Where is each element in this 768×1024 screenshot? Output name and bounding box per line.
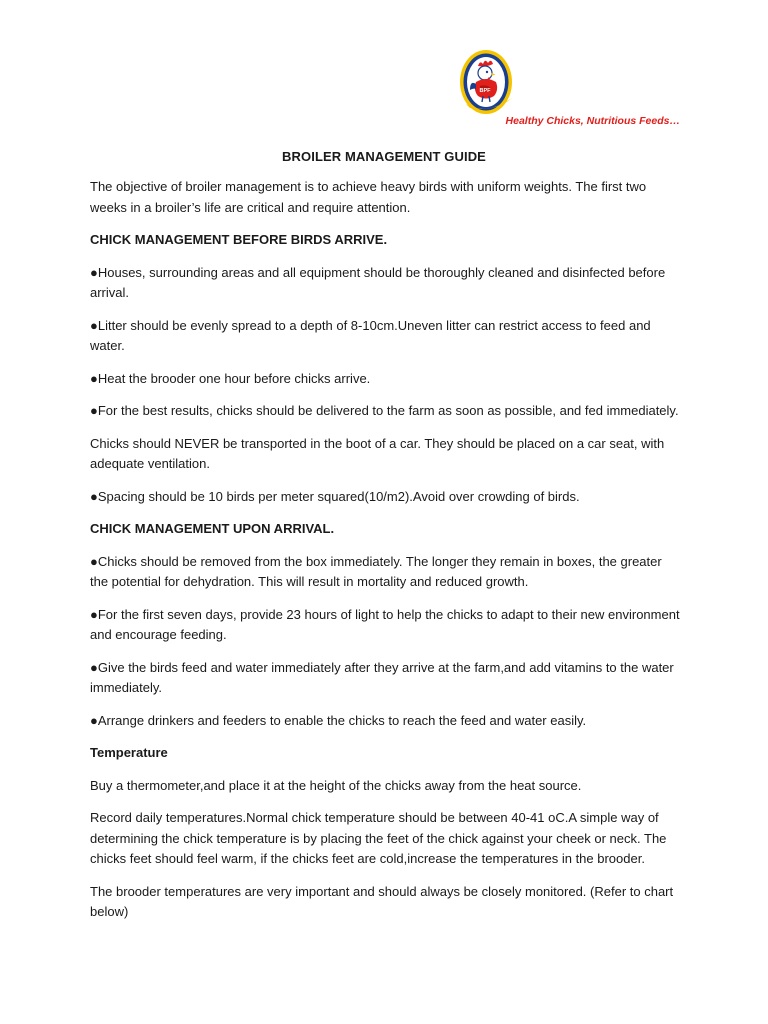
- logo-lettering: BPF: [479, 88, 491, 94]
- body-paragraph: Buy a thermometer,and place it at the height of the chicks away from the heat source.: [90, 777, 582, 793]
- bullet-item: ●For the best results, chicks should be delivered to the farm as soon as possible, and fed immediately.: [90, 403, 679, 418]
- document-body: [90, 177, 680, 935]
- bullet-item: ●Arrange drinkers and feeders to enable the chicks to reach the feed and water easily.: [90, 712, 587, 728]
- section-heading-temperature: Temperature: [90, 745, 168, 760]
- section-heading-upon-arrival: CHICK MANAGEMENT UPON ARRIVAL.: [90, 521, 335, 536]
- bullet-item: ●For the first seven days, provide 23 hours of light to help the chicks to adapt to their new environment and encourage feeding.: [90, 606, 680, 642]
- bullet-item: ●Litter should be evenly spread to a depth of 8-10cm.Uneven litter can restrict access to feed and water.: [90, 317, 651, 353]
- bullet-item: ●Heat the brooder one hour before chicks arrive.: [90, 370, 371, 386]
- body-paragraph: The brooder temperatures are very important and should always be closely monitored. (Refer to chart below): [90, 883, 674, 919]
- page-title: BROILER MANAGEMENT GUIDE: [282, 149, 486, 164]
- bullet-item: ●Chicks should be removed from the box immediately. The longer they remain in boxes, the greater the potential for dehydration. This will result in mortality and reduced growth.: [90, 553, 662, 589]
- intro-paragraph: The objective of broiler management is to achieve heavy birds with uniform weights. The first two weeks in a broiler’s life are critical and require attention.: [90, 179, 647, 215]
- bullet-item: ●Spacing should be 10 birds per meter squared(10/m2).Avoid over crowding of birds.: [90, 488, 580, 504]
- bullet-item: ●Houses, surrounding areas and all equipment should be thoroughly cleaned and disinfected before arrival.: [90, 264, 666, 300]
- body-paragraph: Chicks should NEVER be transported in the boot of a car. They should be placed on a car seat, with adequate ventilation.: [90, 435, 665, 471]
- rooster-egg-logo-icon: [456, 46, 520, 118]
- bullet-item: ●Give the birds feed and water immediately after they arrive at the farm,and add vitamins to the water immediately.: [90, 659, 674, 695]
- tagline: Healthy Chicks, Nutritious Feeds…: [505, 115, 680, 127]
- section-heading-before-arrival: CHICK MANAGEMENT BEFORE BIRDS ARRIVE.: [90, 232, 388, 247]
- body-paragraph: Record daily temperatures.Normal chick temperature should be between 40-41 oC.A simple way of determining the chick temperature is by placing the feet of the chick against your cheek or neck. The chicks feet should feel warm, if the chicks feet are cold,increase the temperatures in the brooder.: [90, 810, 667, 866]
